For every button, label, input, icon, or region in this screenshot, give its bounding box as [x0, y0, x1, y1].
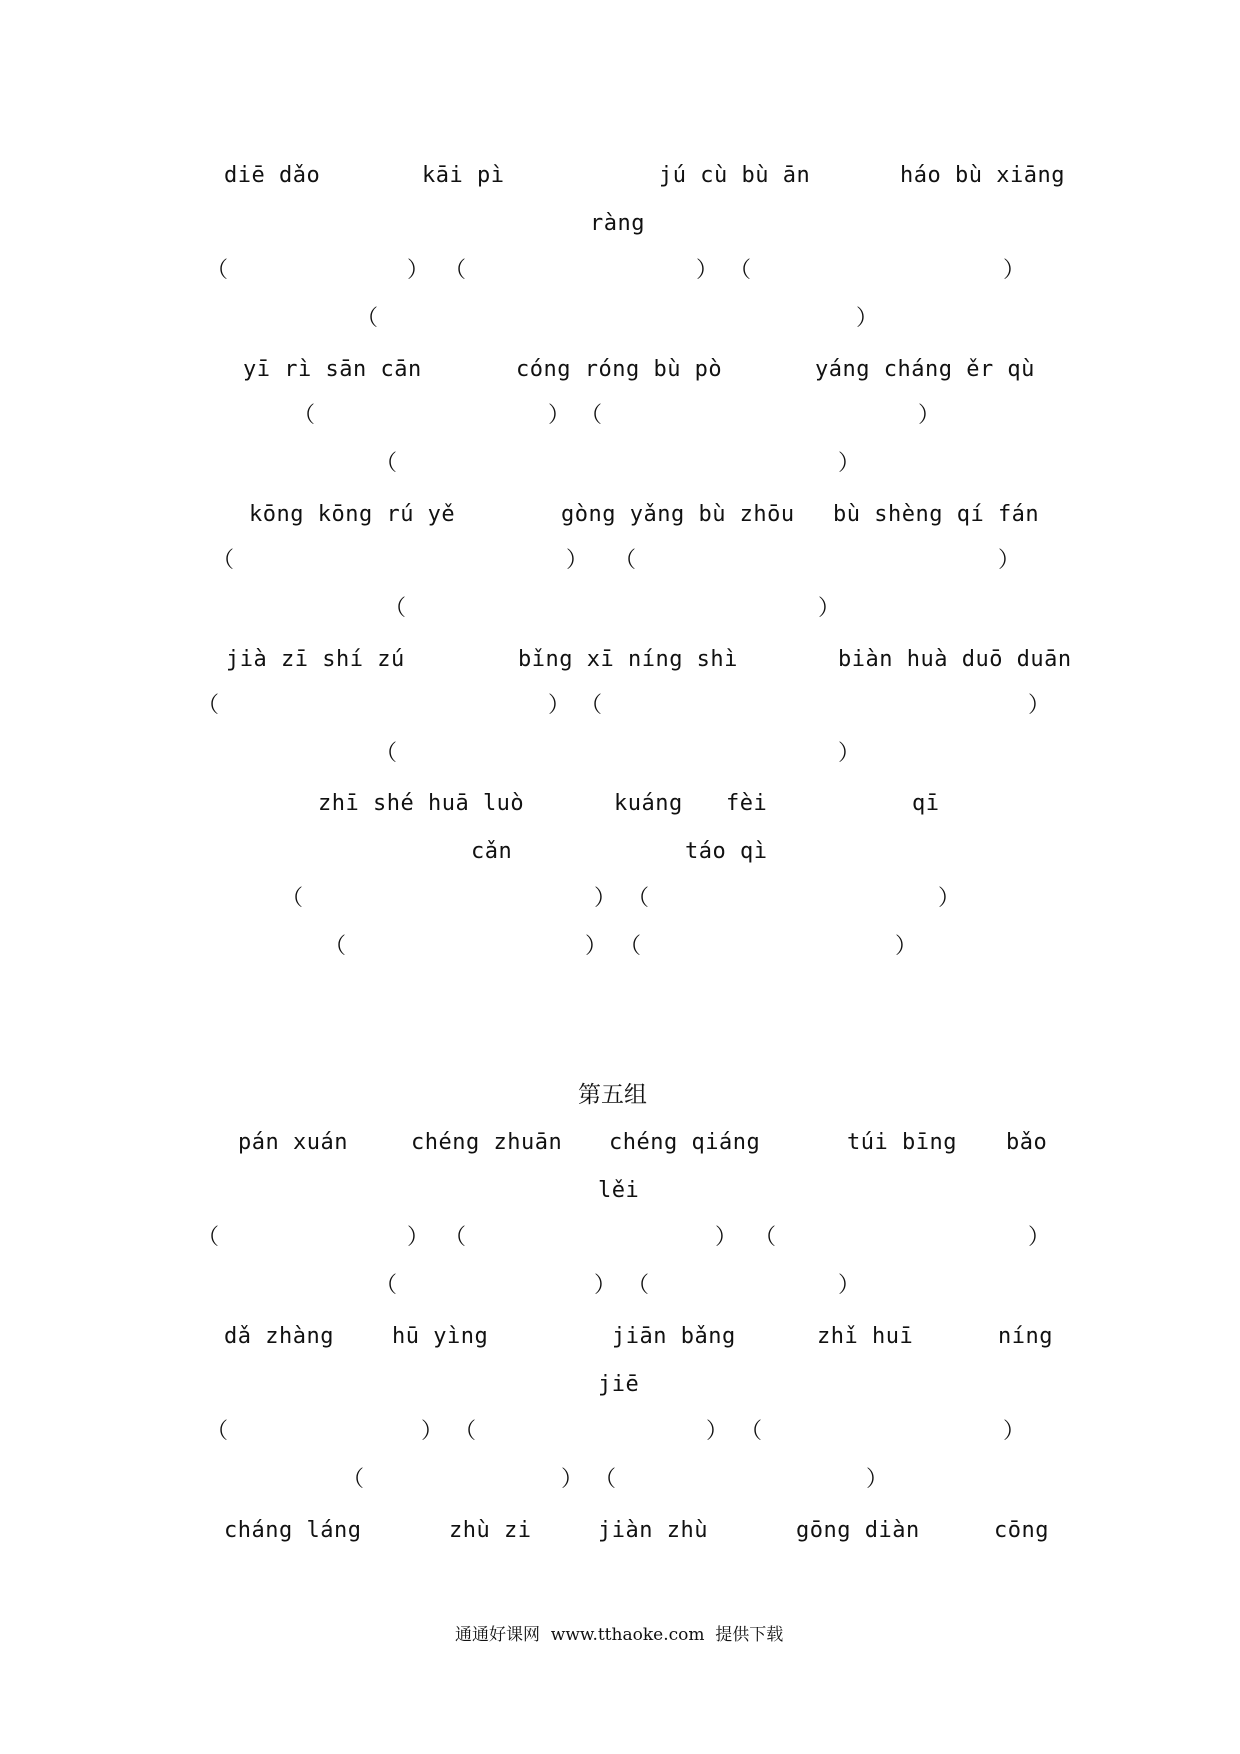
pinyin-item: kōng kōng rú yě — [249, 502, 456, 527]
open-paren: （ — [197, 1225, 220, 1250]
pinyin-item: jú cù bù ān — [659, 163, 811, 188]
open-paren: （ — [580, 693, 603, 718]
pinyin-item: chéng zhuān — [411, 1130, 563, 1155]
open-paren: （ — [293, 403, 316, 428]
open-paren: （ — [614, 548, 637, 573]
close-paren: ） — [838, 741, 861, 766]
close-paren: ） — [561, 1467, 584, 1492]
close-paren: ） — [421, 1419, 444, 1444]
close-paren: ） — [1028, 693, 1051, 718]
pinyin-item: chéng qiáng — [609, 1130, 761, 1155]
close-paren: ） — [1003, 258, 1026, 283]
close-paren: ） — [856, 306, 879, 331]
close-paren: ） — [548, 693, 571, 718]
open-paren: （ — [375, 1273, 398, 1298]
pinyin-item: zhù zi — [449, 1518, 532, 1543]
open-paren: （ — [619, 934, 642, 959]
close-paren: ） — [918, 403, 941, 428]
pinyin-item: jiē — [598, 1372, 640, 1397]
pinyin-item: gōng diàn — [796, 1518, 920, 1543]
close-paren: ） — [1003, 1419, 1026, 1444]
open-paren: （ — [740, 1419, 763, 1444]
section-title: 第五组 — [578, 1082, 647, 1108]
pinyin-item: kāi pì — [422, 163, 505, 188]
open-paren: （ — [729, 258, 752, 283]
pinyin-item: jiān bǎng — [612, 1324, 736, 1349]
open-paren: （ — [580, 403, 603, 428]
pinyin-item: zhǐ huī — [817, 1324, 914, 1349]
pinyin-item: cháng láng — [224, 1518, 362, 1543]
close-paren: ） — [895, 934, 918, 959]
pinyin-item: pán xuán — [238, 1130, 348, 1155]
pinyin-item: bǎo — [1006, 1130, 1048, 1155]
pinyin-item: cǎn — [471, 839, 513, 864]
close-paren: ） — [407, 1225, 430, 1250]
pinyin-item: táo qì — [685, 839, 768, 864]
close-paren: ） — [706, 1419, 729, 1444]
pinyin-item: dǎ zhàng — [224, 1324, 334, 1349]
pinyin-item: fèi — [726, 791, 768, 816]
open-paren: （ — [627, 1273, 650, 1298]
pinyin-item: hū yìng — [392, 1324, 489, 1349]
pinyin-item: kuáng — [614, 791, 683, 816]
page-footer: 通通好课网 www.tthaoke.com 提供下载 — [455, 1625, 784, 1645]
pinyin-item: cōng — [994, 1518, 1049, 1543]
pinyin-item: ràng — [590, 211, 645, 236]
pinyin-item: bǐng xī níng shì — [518, 647, 738, 672]
close-paren: ） — [585, 934, 608, 959]
close-paren: ） — [566, 548, 589, 573]
open-paren: （ — [356, 306, 379, 331]
open-paren: （ — [342, 1467, 365, 1492]
open-paren: （ — [212, 548, 235, 573]
pinyin-item: bù shèng qí fán — [833, 502, 1040, 527]
close-paren: ） — [838, 1273, 861, 1298]
pinyin-item: diē dǎo — [224, 163, 321, 188]
open-paren: （ — [324, 934, 347, 959]
pinyin-item: yī rì sān cān — [243, 357, 422, 382]
pinyin-item: yáng cháng ěr qù — [815, 357, 1035, 382]
open-paren: （ — [594, 1467, 617, 1492]
pinyin-item: níng — [998, 1324, 1053, 1349]
open-paren: （ — [627, 886, 650, 911]
open-paren: （ — [444, 1225, 467, 1250]
close-paren: ） — [594, 886, 617, 911]
open-paren: （ — [206, 258, 229, 283]
pinyin-item: jiàn zhù — [598, 1518, 708, 1543]
open-paren: （ — [754, 1225, 777, 1250]
pinyin-item: gòng yǎng bù zhōu — [561, 502, 795, 527]
pinyin-item: lěi — [598, 1178, 640, 1203]
close-paren: ） — [407, 258, 430, 283]
close-paren: ） — [838, 451, 861, 476]
pinyin-item: biàn huà duō duān — [838, 647, 1072, 672]
close-paren: ） — [594, 1273, 617, 1298]
open-paren: （ — [206, 1419, 229, 1444]
close-paren: ） — [548, 403, 571, 428]
open-paren: （ — [375, 451, 398, 476]
close-paren: ） — [818, 596, 841, 621]
pinyin-item: qī — [912, 791, 940, 816]
open-paren: （ — [384, 596, 407, 621]
pinyin-item: háo bù xiāng — [900, 163, 1065, 188]
close-paren: ） — [998, 548, 1021, 573]
pinyin-item: jià zī shí zú — [226, 647, 405, 672]
close-paren: ） — [715, 1225, 738, 1250]
close-paren: ） — [938, 886, 961, 911]
close-paren: ） — [866, 1467, 889, 1492]
open-paren: （ — [444, 258, 467, 283]
open-paren: （ — [197, 693, 220, 718]
open-paren: （ — [375, 741, 398, 766]
pinyin-item: zhī shé huā luò — [318, 791, 525, 816]
open-paren: （ — [281, 886, 304, 911]
close-paren: ） — [696, 258, 719, 283]
pinyin-item: cóng róng bù pò — [516, 357, 723, 382]
open-paren: （ — [454, 1419, 477, 1444]
close-paren: ） — [1028, 1225, 1051, 1250]
pinyin-item: túi bīng — [847, 1130, 957, 1155]
